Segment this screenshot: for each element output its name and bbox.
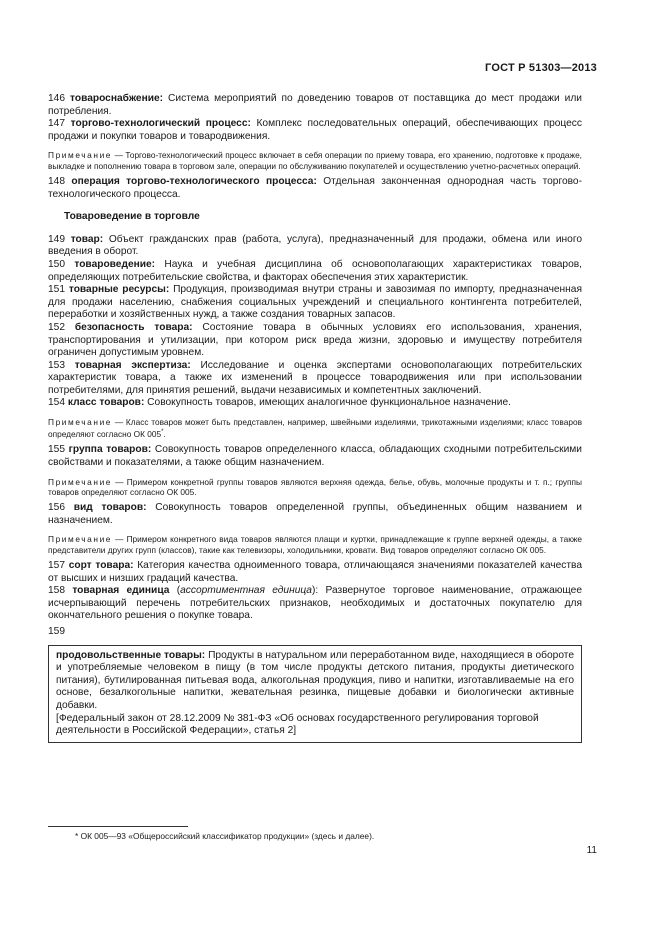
entry-number: 152	[48, 321, 65, 333]
definition-box	[48, 645, 582, 743]
entry-146	[48, 93, 582, 118]
box-source: [Федеральный закон от 28.12.2009 № 381-ФЗ «Об основах государственного регулирования торговой деятельности в Российской Федерации», статья 2]	[56, 712, 539, 737]
page-number: 11	[586, 845, 597, 856]
entry-number: 148	[48, 175, 65, 187]
term: безопасность товара:	[74, 321, 193, 333]
entry-number: 146	[48, 93, 65, 104]
definition: Исследование и оценка экспертами основополагающих потребительских характеристик товара, а также их изменений в процессе товародвижения или при использовании потребителями, для принятия решений, выдачи независимых и компетентных заключений.	[48, 359, 582, 396]
synonym: ассортиментная единица	[180, 585, 312, 597]
definition: Продукты в натуральном или переработанном виде, находящиеся в обороте и употребляемые человеком в пищу (в том числе продукты детского питания, продукты диетического питания), бутилированная питьевая вода, алкогольная продукция, пиво и напитки, изготавливаемые на его основе, безалкогольные напитки, жевательная резинка, пищевые добавки и биологически активные добавки.	[56, 649, 574, 711]
definition: Объект гражданских прав (работа, услуга), предназначенный для продажи, обмена или иного введения в оборот.	[48, 233, 582, 258]
note-label: Примечание	[48, 534, 113, 545]
note-155	[48, 477, 582, 498]
entry-number: 151	[48, 284, 65, 296]
definition: Комплекс последовательных операций, обеспечивающих процесс продажи и покупки товаров и товародвижения.	[48, 118, 582, 142]
note-156	[48, 534, 582, 555]
definition: Продукция, производимая внутри страны и завозимая по импорту, предназначенная для продажи населению, снабжения социальных учреждений и специального контингента потребителей, переработки и хозяйственных нужд, а также создания товарных запасов.	[48, 284, 582, 321]
definition: Совокупность товаров, имеющих аналогичное функциональное назначение.	[144, 397, 511, 409]
note-text: — Примером конкретного вида товаров являются плащи и куртки, принадлежащие к группе верхней одежды, а также представители других групп (классов), такие как телевизоры, холодильники, кровати. Вид товаров определяют согласно ОК 005.	[48, 534, 582, 555]
note-text: — Торгово-технологический процесс включает в себя операции по приему товара, его хранению, подготовке к продаже, выкладке и пополнению товара в торговом зале, операции по обслуживанию покупателей и осуществлению учетно-расчетных операций.	[48, 150, 582, 171]
entry-147	[48, 118, 582, 143]
term: товароведение:	[74, 258, 156, 270]
entry-157	[48, 560, 582, 585]
entry-156	[48, 502, 582, 527]
definition: Отдельная законченная однородная часть торгово-технологического процесса.	[48, 175, 582, 200]
definition: Категория качества одноименного товара, отличающаяся значениями показателей качества от высших и низших градаций качества.	[48, 559, 582, 584]
term: продовольственные товары:	[56, 649, 206, 661]
note-text: — Класс товаров может быть представлен, например, швейными изделиями, трикотажными изделиями; класс товаров определяют согласно ОК 005	[48, 417, 582, 440]
entry-number: 147	[48, 118, 65, 130]
section-title: Товароведение в торговле	[64, 211, 200, 223]
term: сорт товара:	[68, 559, 134, 571]
definition: Развернутое торговое наименование, отражающее исчерпывающий перечень потребительских признаков, необходимых и достаточных покупателю для окончательного решения о покупке товара.	[48, 585, 582, 622]
term: торгово-технологический процесс:	[70, 118, 251, 130]
entry-158	[48, 585, 582, 623]
note-label: Примечание	[48, 417, 113, 428]
note-label: Примечание	[48, 150, 113, 161]
definition: Наука и учебная дисциплина об основополагающих характеристиках товаров, определяющих потребительские свойства, и факторах обеспечения этих характеристик.	[48, 258, 582, 283]
entry-159	[48, 626, 582, 639]
entry-number: 150	[48, 258, 65, 270]
note-154	[48, 417, 582, 439]
term: товар:	[70, 233, 104, 245]
term: вид товаров:	[73, 502, 147, 514]
entry-153	[48, 360, 582, 398]
definition: Совокупность товаров определенного класса, обладающих сходными потребительскими свойствами и показателями, а также общим назначением.	[48, 444, 582, 469]
paren-open: (	[169, 585, 181, 597]
box-definition	[56, 650, 574, 713]
note-label: Примечание	[48, 476, 113, 487]
definition: Состояние товара в обычных условиях его использования, хранения, транспортирования и утилизации, при котором риск вреда жизни, здоровью и имуществу потребителя ограничен допустимым уровнем.	[48, 321, 582, 359]
entry-number: 149	[48, 233, 65, 245]
entry-number: 156	[48, 502, 65, 514]
entry-number: 154	[48, 397, 65, 409]
entry-number: 155	[48, 444, 65, 456]
definition: Совокупность товаров определенной группы, объединенных общим названием и назначением.	[48, 502, 582, 526]
term: операция торгово-технологического процесса:	[71, 175, 317, 187]
definition: Система мероприятий по доведению товаров от поставщика до мест продажи или потребления.	[48, 93, 582, 117]
entry-150	[48, 259, 582, 284]
entry-152	[48, 322, 582, 360]
term: товарные ресурсы:	[68, 284, 170, 296]
note-147	[48, 150, 582, 171]
entry-148	[48, 176, 582, 201]
entry-151	[48, 284, 582, 322]
entry-155	[48, 444, 582, 469]
footnote-divider	[48, 826, 188, 827]
entry-154	[48, 397, 582, 410]
footnote: * ОК 005—93 «Общероссийский классификатор продукции» (здесь и далее).	[75, 831, 375, 841]
entry-number: 157	[48, 559, 65, 571]
document-header: ГОСТ Р 51303—2013	[485, 62, 597, 74]
entry-number: 159	[48, 625, 65, 637]
term: товароснабжение:	[70, 93, 164, 104]
entry-number: 153	[48, 359, 65, 371]
footnote-marker: *	[161, 429, 164, 436]
term: товарная экспертиза:	[74, 359, 191, 371]
term: товарная единица	[72, 585, 170, 597]
entry-number: 158	[48, 585, 65, 597]
term: группа товаров:	[68, 444, 152, 456]
entry-149	[48, 234, 582, 259]
paren-close: ):	[311, 585, 319, 597]
note-text: — Примером конкретной группы товаров являются верхняя одежда, белье, обувь, молочные продукты и т. п.; группы товаров определяют согласно ОК 005.	[48, 476, 582, 497]
term: класс товаров:	[67, 397, 145, 409]
document-body	[48, 93, 582, 743]
note-end: .	[163, 429, 166, 440]
